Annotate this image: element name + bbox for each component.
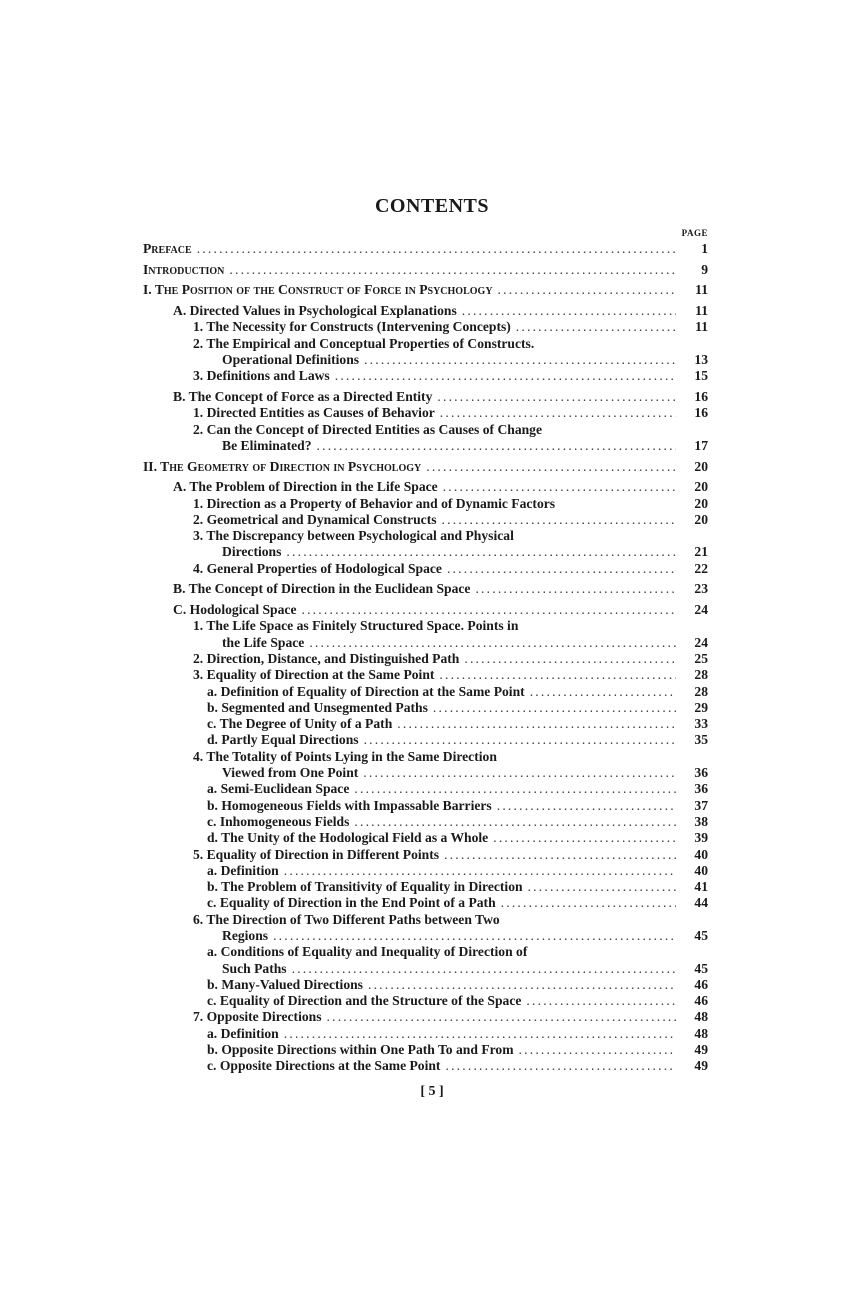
dot-leader — [437, 389, 676, 405]
toc-entry-title: d. Partly Equal Directions — [207, 732, 359, 748]
toc-entry-continuation — [143, 765, 708, 781]
toc-entry-title: Preface — [143, 241, 192, 256]
dot-leader — [397, 716, 676, 732]
toc-entry-title: 1. The Life Space as Finitely Structured Space. Points in — [193, 618, 519, 634]
page-number: [ 5 ] — [420, 1084, 444, 1099]
dot-leader — [516, 319, 676, 335]
toc-entry-title: 6. The Direction of Two Different Paths between Two — [193, 911, 500, 927]
dot-leader — [464, 651, 676, 667]
toc-entry-continuation — [143, 928, 708, 944]
dot-leader — [354, 781, 676, 797]
toc-page-number: 44 — [694, 895, 708, 911]
toc-entry-title: c. Inhomogeneous Fields — [207, 813, 350, 829]
toc-page-number: 29 — [694, 699, 708, 715]
dot-leader — [519, 1042, 676, 1058]
dot-leader — [501, 895, 676, 911]
toc-page-number: 23 — [694, 581, 708, 597]
toc-entry-continuation — [143, 961, 708, 977]
toc-entry — [143, 879, 708, 895]
toc-entry — [143, 993, 708, 1009]
toc-entry-title: A. Directed Values in Psychological Explanations — [173, 303, 457, 319]
toc-entry-title: b. The Problem of Transitivity of Equality in Direction — [207, 879, 523, 895]
toc-page-number: 24 — [694, 634, 708, 650]
toc-entry-title: 3. The Discrepancy between Psychological and Physical — [193, 528, 514, 544]
toc-page-number: 11 — [695, 303, 708, 319]
toc-entry-title: c. The Degree of Unity of a Path — [207, 716, 393, 732]
toc-page-number: 41 — [694, 879, 708, 895]
toc-entry-continuation — [143, 352, 708, 368]
toc-page-number: 13 — [694, 351, 708, 367]
dot-leader — [301, 602, 676, 618]
toc-entry-title: d. The Unity of the Hodological Field as a Whole — [207, 830, 489, 846]
dot-leader — [444, 847, 676, 863]
toc-entry-title: Regions — [222, 928, 269, 943]
toc-entry — [143, 1026, 708, 1042]
dot-leader — [197, 241, 676, 257]
toc-page-number: 11 — [695, 282, 708, 298]
page-column-label: PAGE — [681, 228, 708, 238]
toc-entry — [143, 422, 708, 438]
toc-page-number: 11 — [695, 319, 708, 335]
toc-page-number: 15 — [694, 368, 708, 384]
toc-entry-title: c. Equality of Direction in the End Point of a Path — [207, 895, 496, 911]
toc-entry-title: c. Equality of Direction and the Structure of the Space — [207, 993, 522, 1009]
toc-entry-title: 1. The Necessity for Constructs (Intervening Concepts) — [193, 319, 511, 335]
toc-page-number: 36 — [694, 765, 708, 781]
toc-entry-title: a. Definition — [207, 1025, 279, 1041]
toc-entry — [143, 581, 708, 597]
dot-leader — [493, 830, 676, 846]
toc-entry-title: Directions — [222, 544, 282, 560]
toc-entry — [143, 912, 708, 928]
dot-leader — [433, 700, 676, 716]
toc-page-number: 46 — [694, 993, 708, 1009]
toc-entry-title: b. Opposite Directions within One Path To and From — [207, 1042, 514, 1058]
toc-entry-title: 2. Can the Concept of Directed Entities as Causes of Change — [193, 421, 543, 437]
toc-entry-title: b. Many-Valued Directions — [207, 976, 363, 992]
toc-entry-title: 4. General Properties of Hodological Space — [193, 560, 442, 576]
toc-entry — [143, 1042, 708, 1058]
toc-entry — [143, 895, 708, 911]
toc-page-number: 20 — [694, 511, 708, 527]
toc-entry-title: 2. The Empirical and Conceptual Properties of Constructs. — [193, 335, 535, 351]
dot-leader — [497, 798, 676, 814]
toc-page-number: 45 — [694, 928, 708, 943]
dot-leader — [445, 1058, 676, 1074]
toc-entry-title: C. Hodological Space — [173, 602, 297, 618]
toc-entry-continuation — [143, 438, 708, 454]
toc-entry-title: 3. Definitions and Laws — [193, 368, 330, 384]
toc-entry — [143, 1009, 708, 1025]
toc-entry-title: Operational Definitions — [222, 351, 360, 367]
toc-page-number: 33 — [694, 716, 708, 732]
toc-entry — [143, 781, 708, 797]
toc-entry — [143, 496, 708, 512]
toc-entry — [143, 405, 708, 421]
dot-leader — [426, 459, 676, 475]
table-of-contents — [143, 241, 708, 1075]
toc-entry-title: Viewed from One Point — [222, 765, 359, 781]
toc-page-number: 28 — [694, 683, 708, 699]
toc-entry — [143, 602, 708, 618]
toc-page-number: 39 — [694, 830, 708, 846]
dot-leader — [317, 438, 677, 454]
dot-leader — [498, 282, 676, 298]
toc-entry — [143, 336, 708, 352]
dot-leader — [229, 262, 676, 278]
toc-entry-title: 1. Directed Entities as Causes of Behavior — [193, 405, 435, 421]
toc-entry — [143, 303, 708, 319]
toc-entry — [143, 667, 708, 683]
toc-entry-title: the Life Space — [222, 634, 305, 650]
toc-entry — [143, 241, 708, 257]
toc-page-number: 35 — [694, 732, 708, 748]
toc-entry — [143, 319, 708, 335]
toc-page-number: 17 — [694, 437, 708, 453]
dot-leader — [364, 352, 676, 368]
dot-leader — [440, 405, 676, 421]
toc-entry-title: Introduction — [143, 261, 225, 277]
toc-entry-title: A. The Problem of Direction in the Life Space — [173, 479, 438, 495]
toc-entry-title: 7. Opposite Directions — [193, 1009, 322, 1025]
toc-page-number: 21 — [694, 544, 708, 560]
dot-leader — [368, 977, 676, 993]
toc-entry-title: a. Definition of Equality of Direction at the Same Point — [207, 683, 525, 699]
dot-leader — [284, 1026, 676, 1042]
toc-page-number: 20 — [694, 479, 708, 495]
dot-leader — [462, 303, 676, 319]
dot-leader — [273, 928, 676, 944]
dot-leader — [286, 544, 676, 560]
toc-entry — [143, 847, 708, 863]
dot-leader — [309, 635, 676, 651]
toc-page-number: 40 — [694, 862, 708, 878]
toc-entry-title: Be Eliminated? — [222, 437, 312, 453]
dot-leader — [475, 581, 676, 597]
toc-entry-title: 2. Direction, Distance, and Distinguished Path — [193, 650, 460, 666]
toc-entry — [143, 732, 708, 748]
dot-leader — [447, 561, 676, 577]
toc-entry — [143, 528, 708, 544]
dot-leader — [292, 961, 676, 977]
toc-entry-title: a. Conditions of Equality and Inequality of Direction of — [207, 944, 528, 960]
toc-page-number: 46 — [694, 976, 708, 992]
toc-page-number: 16 — [694, 405, 708, 421]
toc-entry — [143, 977, 708, 993]
toc-entry — [143, 944, 708, 960]
toc-page-number: 49 — [694, 1042, 708, 1058]
dot-leader — [530, 684, 676, 700]
toc-entry — [143, 1058, 708, 1074]
toc-entry-title: B. The Concept of Direction in the Euclidean Space — [173, 581, 471, 597]
toc-page-number: 45 — [694, 960, 708, 976]
toc-entry — [143, 651, 708, 667]
dot-leader — [526, 993, 676, 1009]
dot-leader — [442, 512, 676, 528]
toc-entry-title: b. Segmented and Unsegmented Paths — [207, 699, 428, 715]
toc-entry — [143, 863, 708, 879]
toc-entry — [143, 618, 708, 634]
toc-page-number: 40 — [694, 846, 708, 862]
dot-leader — [443, 479, 676, 495]
toc-page-number: 16 — [694, 388, 708, 404]
toc-entry — [143, 798, 708, 814]
toc-entry-title: Such Paths — [222, 960, 287, 976]
toc-entry-title: a. Semi-Euclidean Space — [207, 781, 350, 797]
toc-page-number: 38 — [694, 813, 708, 829]
page-title: CONTENTS — [374, 195, 490, 217]
toc-page-number: 22 — [694, 560, 708, 576]
toc-entry-continuation — [143, 635, 708, 651]
toc-page-number: 1 — [701, 241, 708, 256]
toc-entry-continuation — [143, 544, 708, 560]
toc-page-number: 28 — [694, 667, 708, 683]
toc-page-number: 24 — [694, 602, 708, 618]
toc-entry-title: B. The Concept of Force as a Directed Entity — [173, 388, 433, 404]
toc-entry — [143, 716, 708, 732]
toc-entry-title: II. The Geometry of Direction in Psychology — [143, 458, 422, 474]
toc-page-number: 25 — [694, 650, 708, 666]
dot-leader — [364, 732, 676, 748]
dot-leader — [335, 368, 676, 384]
toc-entry-title: I. The Position of the Construct of Force in Psychology — [143, 282, 493, 298]
toc-page-number: 9 — [701, 261, 708, 277]
toc-entry-title: 3. Equality of Direction at the Same Point — [193, 667, 435, 683]
dot-leader — [284, 863, 676, 879]
dot-leader — [439, 667, 676, 683]
toc-entry — [143, 814, 708, 830]
toc-page-number: 36 — [694, 781, 708, 797]
toc-entry — [143, 282, 708, 298]
toc-entry — [143, 830, 708, 846]
toc-page-number: 48 — [694, 1009, 708, 1025]
toc-entry — [143, 368, 708, 384]
toc-page-number: 37 — [694, 797, 708, 813]
toc-entry — [143, 700, 708, 716]
dot-leader — [327, 1009, 676, 1025]
toc-entry — [143, 389, 708, 405]
toc-entry-title: c. Opposite Directions at the Same Point — [207, 1058, 441, 1074]
toc-entry-title: 5. Equality of Direction in Different Points — [193, 846, 440, 862]
toc-entry-title: 2. Geometrical and Dynamical Constructs — [193, 511, 437, 527]
toc-entry — [143, 459, 708, 475]
toc-page-number: 20 — [694, 458, 708, 474]
dot-leader — [354, 814, 676, 830]
toc-page-number: 49 — [694, 1058, 708, 1074]
toc-entry-title: b. Homogeneous Fields with Impassable Barriers — [207, 797, 492, 813]
toc-entry-title: 4. The Totality of Points Lying in the Same Direction — [193, 748, 497, 764]
dot-leader — [528, 879, 676, 895]
toc-entry — [143, 262, 708, 278]
toc-page-number: 48 — [694, 1025, 708, 1041]
toc-entry — [143, 749, 708, 765]
toc-entry — [143, 512, 708, 528]
dot-leader — [363, 765, 676, 781]
toc-entry — [143, 684, 708, 700]
toc-entry — [143, 561, 708, 577]
toc-page-number: 20 — [694, 495, 708, 511]
toc-entry-title: a. Definition — [207, 862, 279, 878]
toc-entry — [143, 479, 708, 495]
toc-entry-title: 1. Direction as a Property of Behavior and of Dynamic Factors — [193, 495, 556, 511]
